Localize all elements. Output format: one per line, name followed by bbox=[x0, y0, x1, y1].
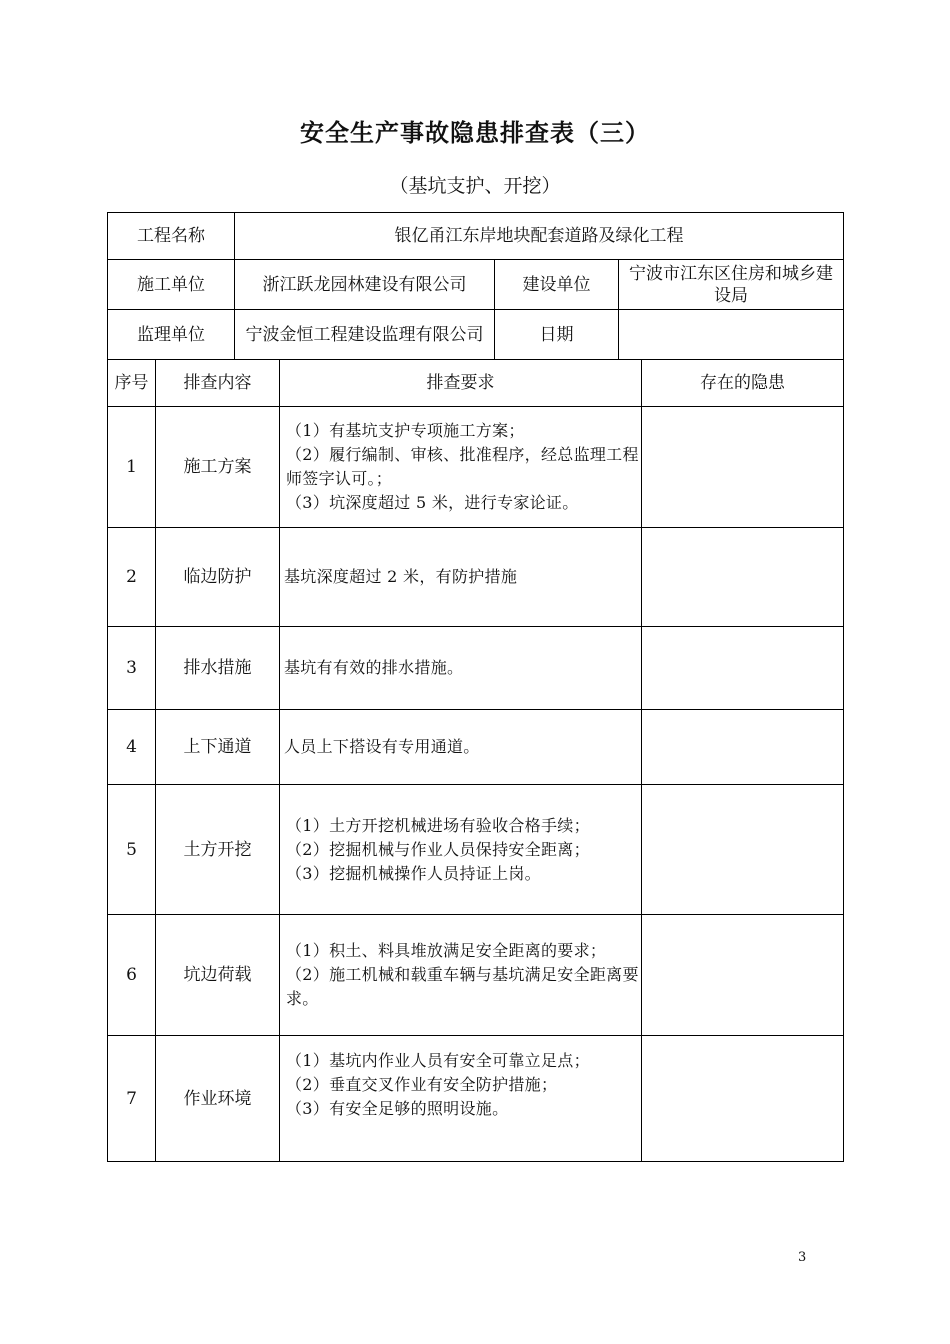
requirement-line: （1）有基坑支护专项施工方案； bbox=[286, 421, 525, 440]
requirement-line: （3）挖掘机械操作人员持证上岗。 bbox=[286, 863, 541, 883]
requirement-line: （1）基坑内作业人员有安全可靠立足点； bbox=[286, 1050, 590, 1070]
contractor-label: 施工单位 bbox=[107, 259, 235, 310]
row-3-hazard bbox=[641, 626, 844, 710]
owner-value: 宁波市江东区住房和城乡建设局 bbox=[618, 259, 844, 310]
supervisor-value: 宁波金恒工程建设监理有限公司 bbox=[234, 309, 495, 360]
row-7-requirement bbox=[279, 1035, 642, 1162]
header-hazard: 存在的隐患 bbox=[641, 359, 844, 407]
page-title: 安全生产事故隐患排查表（三） bbox=[300, 119, 650, 147]
owner-label: 建设单位 bbox=[494, 259, 619, 310]
row-4-hazard bbox=[641, 709, 844, 785]
date-label: 日期 bbox=[494, 309, 619, 360]
row-7-no: 7 bbox=[107, 1035, 156, 1162]
header-requirement: 排查要求 bbox=[279, 359, 642, 407]
row-4-no: 4 bbox=[107, 709, 156, 785]
row-1-requirement bbox=[279, 406, 642, 528]
row-5-hazard bbox=[641, 784, 844, 915]
row-2-requirement bbox=[279, 527, 642, 627]
row-5-item: 土方开挖 bbox=[155, 784, 280, 915]
requirement-line: （2）挖掘机械与作业人员保持安全距离； bbox=[286, 839, 590, 859]
row-7-item: 作业环境 bbox=[155, 1035, 280, 1162]
row-1-item: 施工方案 bbox=[155, 406, 280, 528]
requirement-line: 基坑深度超过 2 米，有防护措施 bbox=[284, 567, 518, 586]
project-name-value: 银亿甬江东岸地块配套道路及绿化工程 bbox=[234, 212, 844, 260]
requirement-line: （1）土方开挖机械进场有验收合格手续； bbox=[286, 815, 590, 835]
header-no: 序号 bbox=[107, 359, 156, 407]
date-value bbox=[618, 309, 844, 360]
row-6-no: 6 bbox=[107, 914, 156, 1036]
project-name-label: 工程名称 bbox=[107, 212, 235, 260]
row-6-requirement bbox=[279, 914, 642, 1036]
row-6-item: 坑边荷载 bbox=[155, 914, 280, 1036]
header-item: 排查内容 bbox=[155, 359, 280, 407]
row-2-hazard bbox=[641, 527, 844, 627]
row-1-hazard bbox=[641, 406, 844, 528]
requirement-line: 人员上下搭设有专用通道。 bbox=[284, 737, 480, 756]
page-number: 3 bbox=[798, 1250, 807, 1265]
row-4-requirement bbox=[279, 709, 642, 785]
requirement-line: （2）履行编制、审核、批准程序，经总监理工程师签字认可。； bbox=[286, 445, 639, 488]
page-subtitle: （基坑支护、开挖） bbox=[389, 175, 561, 197]
row-2-no: 2 bbox=[107, 527, 156, 627]
requirement-line: （1）积土、料具堆放满足安全距离的要求； bbox=[286, 941, 607, 960]
row-3-item: 排水措施 bbox=[155, 626, 280, 710]
requirement-line: （3）有安全足够的照明设施。 bbox=[286, 1098, 509, 1118]
row-5-no: 5 bbox=[107, 784, 156, 915]
requirement-line: （2）垂直交叉作业有安全防护措施； bbox=[286, 1074, 558, 1094]
requirement-line: （2）施工机械和载重车辆与基坑满足安全距离要求。 bbox=[286, 965, 639, 1008]
row-7-hazard bbox=[641, 1035, 844, 1162]
row-3-no: 3 bbox=[107, 626, 156, 710]
requirement-line: 基坑有有效的排水措施。 bbox=[284, 658, 464, 677]
row-5-requirement bbox=[279, 784, 642, 915]
row-3-requirement bbox=[279, 626, 642, 710]
row-6-hazard bbox=[641, 914, 844, 1036]
contractor-value: 浙江跃龙园林建设有限公司 bbox=[234, 259, 495, 310]
supervisor-label: 监理单位 bbox=[107, 309, 235, 360]
row-2-item: 临边防护 bbox=[155, 527, 280, 627]
requirement-line: （3）坑深度超过 5 米，进行专家论证。 bbox=[286, 493, 579, 512]
row-1-no: 1 bbox=[107, 406, 156, 528]
row-4-item: 上下通道 bbox=[155, 709, 280, 785]
